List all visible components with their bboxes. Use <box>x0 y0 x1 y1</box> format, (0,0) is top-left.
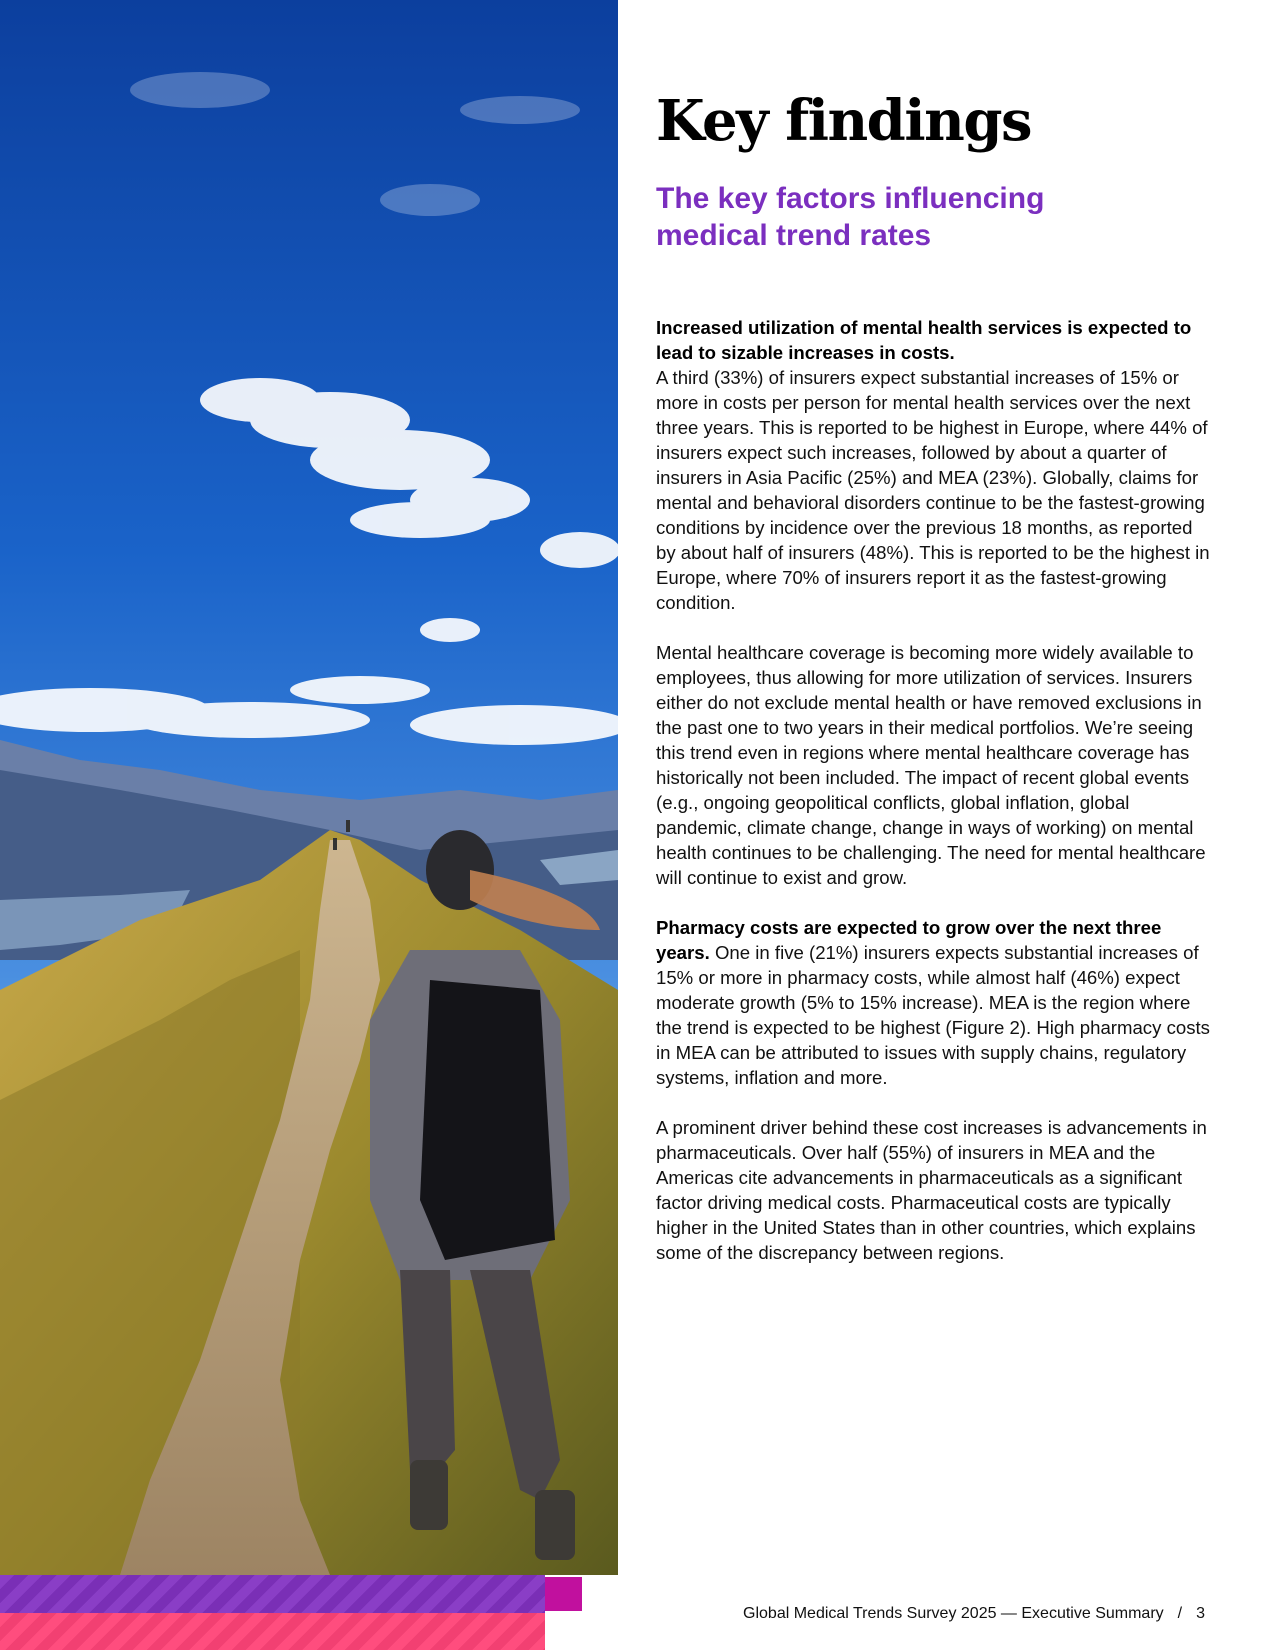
subtitle-line-2: medical trend rates <box>656 219 932 252</box>
footer-doc-title: Global Medical Trends Survey 2025 — Executive Summary <box>743 1605 1164 1622</box>
content-column <box>656 88 1216 1290</box>
footer-separator: / <box>1177 1605 1183 1622</box>
hero-photo <box>0 0 618 1575</box>
page-footer <box>743 1605 1205 1623</box>
paragraph-text: A third (33%) of insurers expect substantial increases of 15% or more in costs per person for mental health services over the next three years. This is reported to be highest in Europe, where 44% of insurers expect such increases, followed by about a quarter of insurers in Asia Pacific (25%) and MEA (23%). Globally, claims for mental and behavioral disorders continue to be the fastest-growing conditions by incidence over the previous 18 months, as reported by about half of insurers (48%). This is reported to be the highest in Europe, where 70% of insurers report it as the fastest-growing condition. <box>656 367 1210 613</box>
subtitle-line-1: The key factors influencing <box>656 182 1045 215</box>
paragraph-pharmacy-costs <box>656 915 1216 1090</box>
page-number: 3 <box>1196 1605 1205 1622</box>
hiker-mountain-illustration <box>0 0 618 1575</box>
paragraph-mental-health <box>656 315 1216 615</box>
footer-band-pink <box>0 1613 545 1650</box>
footer-band-magenta <box>545 1577 582 1611</box>
section-subtitle <box>656 180 1216 254</box>
paragraph-text: Mental healthcare coverage is becoming more widely available to employees, thus allowing for more utilization of services. Insurers either do not exclude mental health or have removed exclusions in the past one to two years in their medical portfolios. We’re seeing this trend even in regions where mental healthcare coverage has historically not been included. The impact of recent global events (e.g., ongoing geopolitical conflicts, global inflation, global pandemic, climate change, change in ways of working) on mental health continues to be challenging. The need for mental healthcare will continue to exist and grow. <box>656 642 1206 888</box>
paragraph-lead: Increased utilization of mental health services is expected to lead to sizable increases in costs. <box>656 317 1192 363</box>
body-text <box>656 315 1216 1265</box>
paragraph-text: One in five (21%) insurers expects substantial increases of 15% or more in pharmacy costs, while almost half (46%) expect moderate growth (5% to 15% increase). MEA is the region where the trend is expected to be highest (Figure 2). High pharmacy costs in MEA can be attributed to issues with supply chains, regulatory systems, inflation and more. <box>656 942 1210 1088</box>
paragraph-text: A prominent driver behind these cost increases is advancements in pharmaceuticals. Over half (55%) of insurers in MEA and the Americas cite advancements in pharmaceuticals as a significant factor driving medical costs. Pharmaceutical costs are typically higher in the United States than in other countries, which explains some of the discrepancy between regions. <box>656 1117 1207 1263</box>
paragraph-lead: Pharmacy costs are expected to grow over the next three years. <box>656 917 1162 963</box>
footer-band-purple <box>0 1575 545 1613</box>
paragraph-pharma-advancements <box>656 1115 1216 1265</box>
page-title: Key findings <box>656 88 1032 154</box>
paragraph-mental-coverage <box>656 640 1216 890</box>
